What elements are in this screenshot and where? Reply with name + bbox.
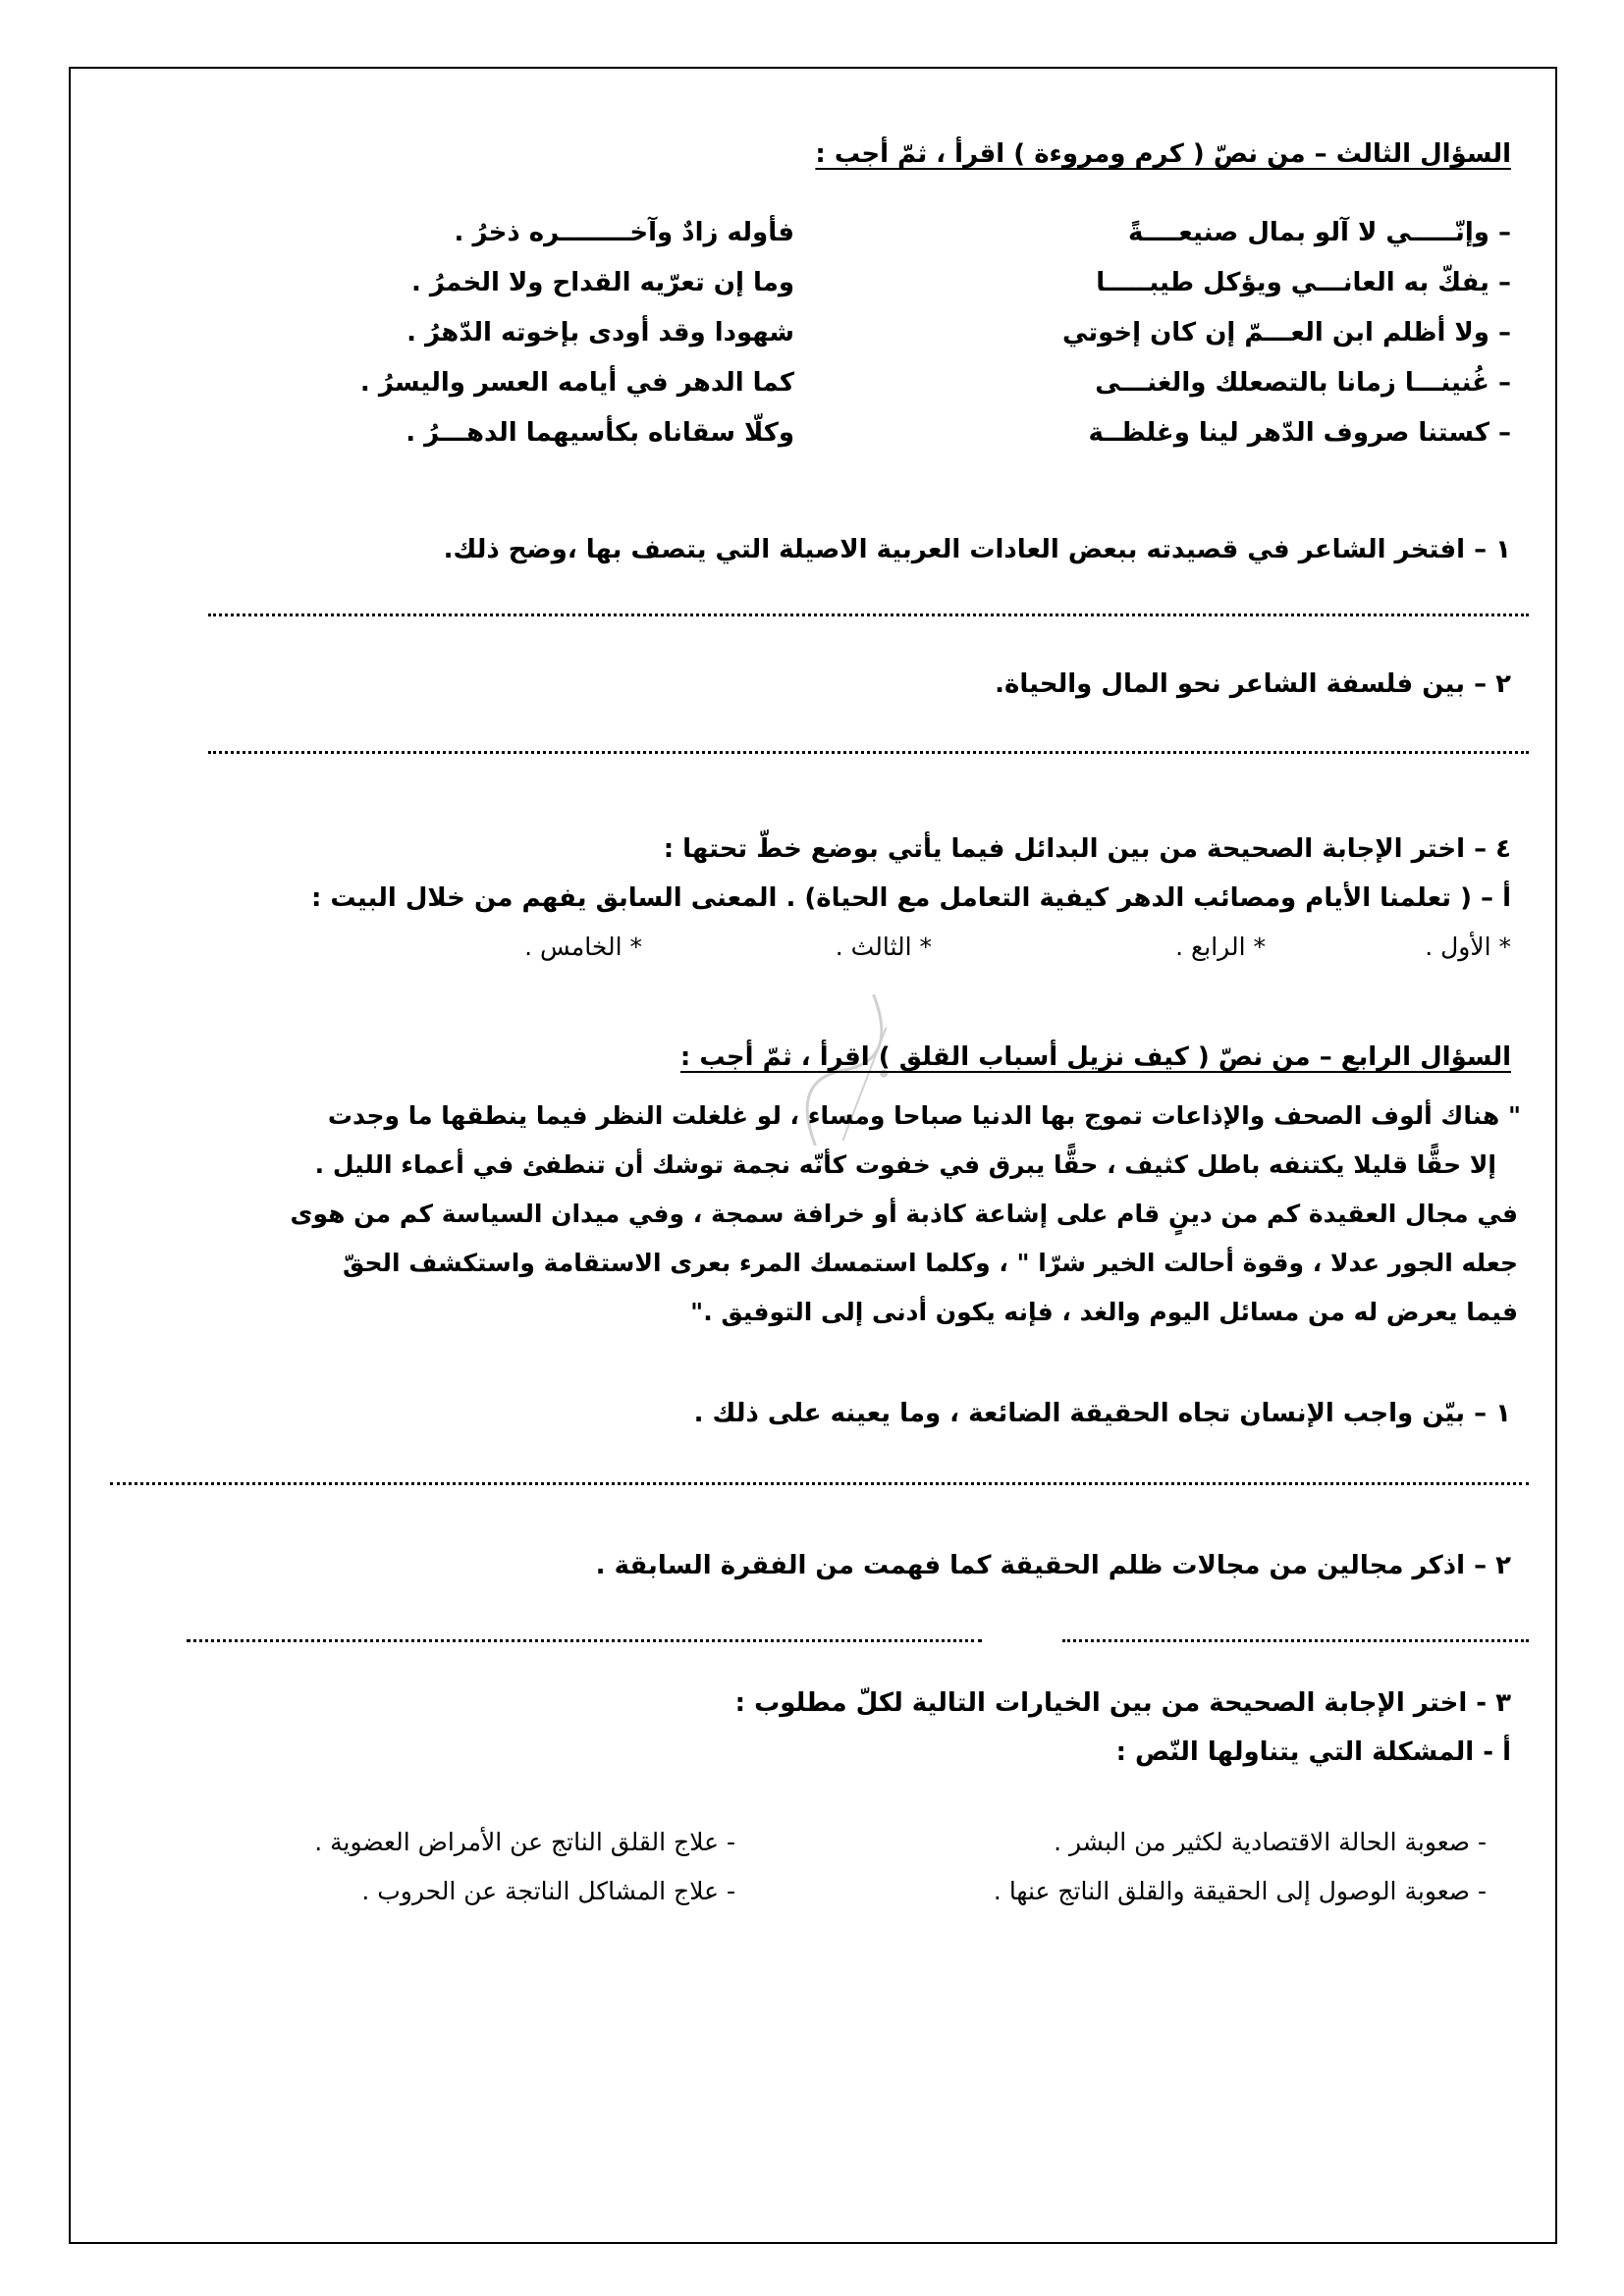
q4-question-1: ١ – بيّن واجب الإنسان تجاه الحقيقة الضائعة ، وما يعينه على ذلك . bbox=[693, 1399, 1511, 1428]
passage-line-2: إلا حقًّا قليلا يكتنفه باطل كثيف ، حقًّا يبرق في خفوت كأنّه نجمة توشك أن تنطفئ في أعماء الليل . bbox=[314, 1150, 1496, 1179]
answer-line[interactable] bbox=[110, 1482, 1529, 1485]
option-first[interactable]: * الأول . bbox=[1425, 933, 1511, 961]
answer-line[interactable] bbox=[208, 614, 1529, 616]
q4-title: السؤال الرابع – من نصّ ( كيف نزيل أسباب القلق ) اقرأ ، ثمّ أجب : bbox=[679, 1042, 1511, 1072]
option-third[interactable]: * الثالث . bbox=[835, 933, 932, 961]
choice-3[interactable]: - صعوبة الوصول إلى الحقيقة والقلق الناتج عنها . bbox=[993, 1877, 1487, 1905]
verse-5-first: – كستنا صروف الدّهر لينا وغلظــة bbox=[1088, 418, 1511, 448]
q3-title: السؤال الثالث – من نصّ ( كرم ومروءة ) اقرأ ، ثمّ أجب : bbox=[815, 139, 1511, 169]
answer-line-left[interactable] bbox=[1062, 1639, 1529, 1642]
q4-question-3a: أ - المشكلة التي يتناولها النّص : bbox=[1115, 1737, 1511, 1767]
q3-question-4: ٤ – اختر الإجابة الصحيحة من بين البدائل فيما يأتي بوضع خطّ تحتها : bbox=[663, 834, 1511, 864]
q4-question-3: ٣ - اختر الإجابة الصحيحة من بين الخيارات التالية لكلّ مطلوب : bbox=[734, 1688, 1511, 1718]
choice-1[interactable]: - صعوبة الحالة الاقتصادية لكثير من البشر . bbox=[1054, 1828, 1487, 1856]
choice-2[interactable]: - علاج القلق الناتج عن الأمراض العضوية . bbox=[314, 1828, 735, 1856]
passage-line-5: فيما يعرض له من مسائل اليوم والغد ، فإنه يكون أدنى إلى التوفيق ." bbox=[690, 1298, 1518, 1326]
q3-question-4a: أ – ( تعلمنا الأيام ومصائب الدهر كيفية التعامل مع الحياة) . المعنى السابق يفهم من خلال البيت : bbox=[310, 883, 1511, 913]
answer-line-right[interactable] bbox=[187, 1639, 982, 1642]
verse-5-second: وكلّا سقاناه بكأسيهما الدهـــرُ . bbox=[406, 418, 794, 448]
verse-3-first: – ولا أظلم ابن العـــمّ إن كان إخوتي bbox=[1062, 318, 1511, 347]
verse-1-second: فأوله زادٌ وآخــــــــره ذخرُ . bbox=[454, 218, 794, 247]
answer-line[interactable] bbox=[208, 751, 1529, 754]
verse-2-second: وما إن تعرّيه القداح ولا الخمرُ . bbox=[410, 268, 794, 297]
q3-question-1: ١ – افتخر الشاعر في قصيدته ببعض العادات العربية الاصيلة التي يتصف بها ،وضح ذلك. bbox=[443, 535, 1511, 564]
q3-question-2: ٢ – بين فلسفة الشاعر نحو المال والحياة. bbox=[995, 669, 1511, 699]
option-fifth[interactable]: * الخامس . bbox=[524, 933, 642, 961]
verse-4-first: – غُنينـــا زمانا بالتصعلك والغنـــى bbox=[1095, 368, 1511, 398]
verse-1-first: – وإنّـــــي لا آلو بمال صنيعــــةً bbox=[1127, 218, 1511, 247]
q4-question-2: ٢ – اذكر مجالين من مجالات ظلم الحقيقة كما فهمت من الفقرة السابقة . bbox=[595, 1551, 1511, 1580]
passage-line-1: " هناك ألوف الصحف والإذاعات تموج بها الدنيا صباحا ومساء ، لو غلغلت النظر فيما ينطقها ما وجدت bbox=[327, 1101, 1521, 1130]
verse-3-second: شهودا وقد أودى بإخوته الدّهرُ . bbox=[406, 318, 794, 347]
verse-4-second: كما الدهر في أيامه العسر واليسرُ . bbox=[359, 368, 794, 398]
option-fourth[interactable]: * الرابع . bbox=[1175, 933, 1266, 961]
choice-4[interactable]: - علاج المشاكل الناتجة عن الحروب . bbox=[361, 1877, 735, 1905]
passage-line-3: في مجال العقيدة كم من دينٍ قام على إشاعة كاذبة أو خرافة سمجة ، وفي ميدان السياسة كم من هوى bbox=[290, 1200, 1518, 1228]
passage-line-4: جعله الجور عدلا ، وقوة أحالت الخير شرّا " ، وكلما استمسك المرء بعرى الاستقامة واستكشف الحقّ bbox=[343, 1249, 1518, 1277]
verse-2-first: – يفكّ به العانـــي ويؤكل طيبـــــا bbox=[1096, 268, 1511, 297]
